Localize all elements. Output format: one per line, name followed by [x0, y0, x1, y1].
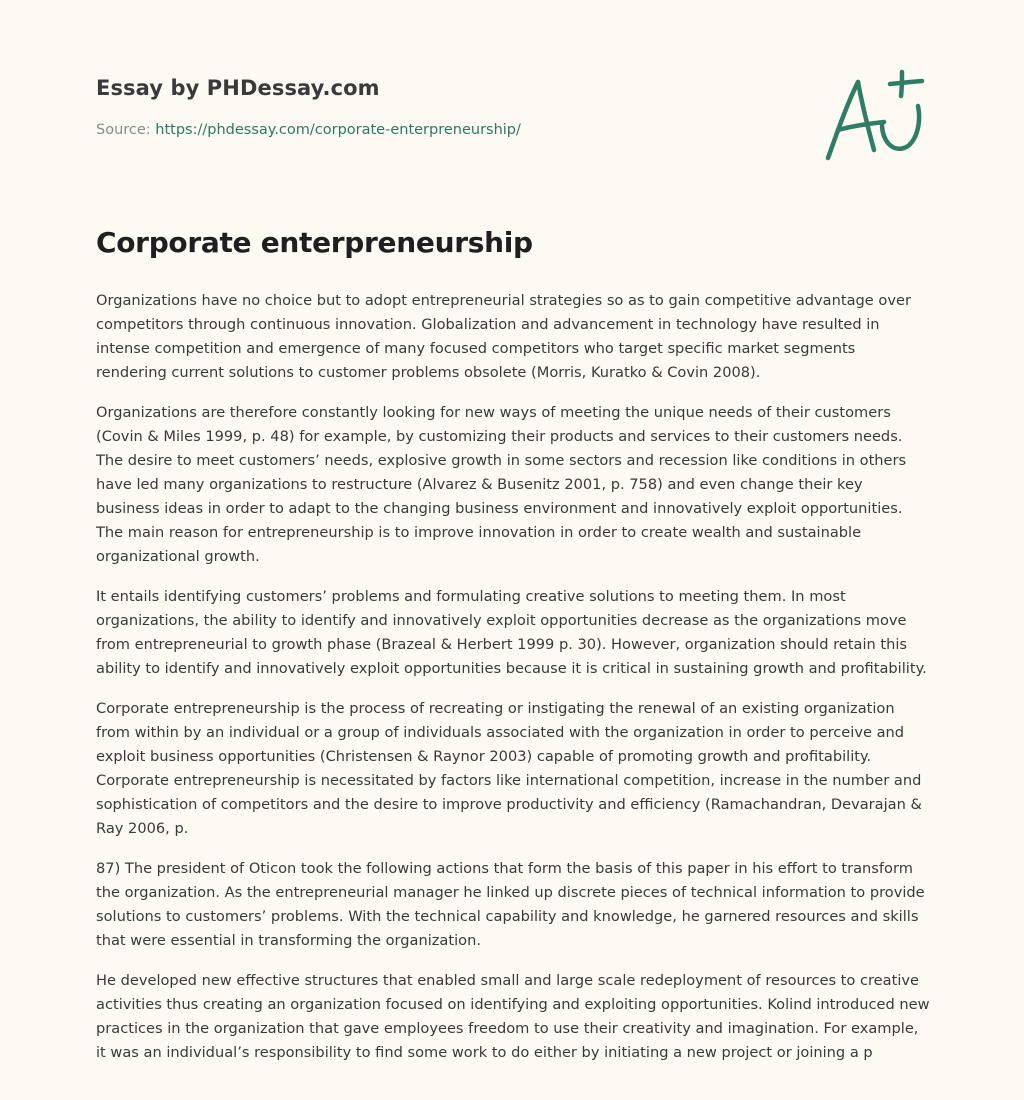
a-plus-logo-icon — [822, 66, 932, 166]
paragraph: Corporate entrepreneurship is the process of recreating or instigating the renewal of an existing organization from within by an individual or a group of individuals associated with the organization in order to perceive and exploit business opportunities (Christensen & Raynor 2003) capable of promoting growth and profitability. Corporate entrepreneurship is necessitated by factors like international competition, increase in the number and sophistication of competitors and the desire to improve productivity and efficiency (Ramachandran, Devarajan & Ray 2006, p. — [96, 700, 922, 837]
article — [96, 226, 930, 1081]
paragraph: Organizations have no choice but to adopt entrepreneurial strategies so as to gain competitive advantage over competitors through continuous innovation. Globalization and advancement in technology have resulted in intense competition and emergence of many focused competitors who target specific market segments rendering current solutions to customer problems obsolete (Morris, Kuratko & Covin 2008). — [96, 292, 911, 381]
page-header — [96, 76, 916, 138]
source-line — [96, 122, 916, 138]
paragraph: It entails identifying customers’ problems and formulating creative solutions to meeting them. In most organizations, the ability to identify and innovatively exploit opportunities decrease as the organizations move from entrepreneurial to growth phase (Brazeal & Herbert 1999 p. 30). However, organization should retain this ability to identify and innovatively exploit opportunities because it is critical in sustaining growth and profitability. — [96, 588, 927, 677]
source-link[interactable]: https://phdessay.com/corporate-enterpreneurship/ — [155, 122, 521, 138]
paragraph: Organizations are therefore constantly looking for new ways of meeting the unique needs of their customers (Covin & Miles 1999, p. 48) for example, by customizing their products and services to their customers needs. The desire to meet customers’ needs, explosive growth in some sectors and recession like conditions in others have led many organizations to restructure (Alvarez & Busenitz 2001, p. 758) and even change their key business ideas in order to adapt to the changing business environment and innovatively exploit opportunities. The main reason for entrepreneurship is to improve innovation in order to create wealth and sustainable organizational growth. — [96, 404, 907, 565]
site-title: Essay by PHDessay.com — [96, 76, 380, 100]
article-title: Corporate enterpreneurship — [96, 226, 533, 259]
source-label: Source: — [96, 122, 151, 138]
paragraph: 87) The president of Oticon took the following actions that form the basis of this paper in his effort to transform the organization. As the entrepreneurial manager he linked up discrete pieces of technical information to provide solutions to customers’ problems. With the technical capability and knowledge, he garnered resources and skills that were essential in transforming the organization. — [96, 860, 925, 949]
paragraph: He developed new effective structures that enabled small and large scale redeployment of resources to creative activities thus creating an organization focused on identifying and exploiting opportunities. Kolind introduced new practices in the organization that gave employees freedom to use their creativity and imagination. For example, it was an individual’s responsibility to find some work to do either by initiating a new project or joining a p — [96, 972, 930, 1061]
